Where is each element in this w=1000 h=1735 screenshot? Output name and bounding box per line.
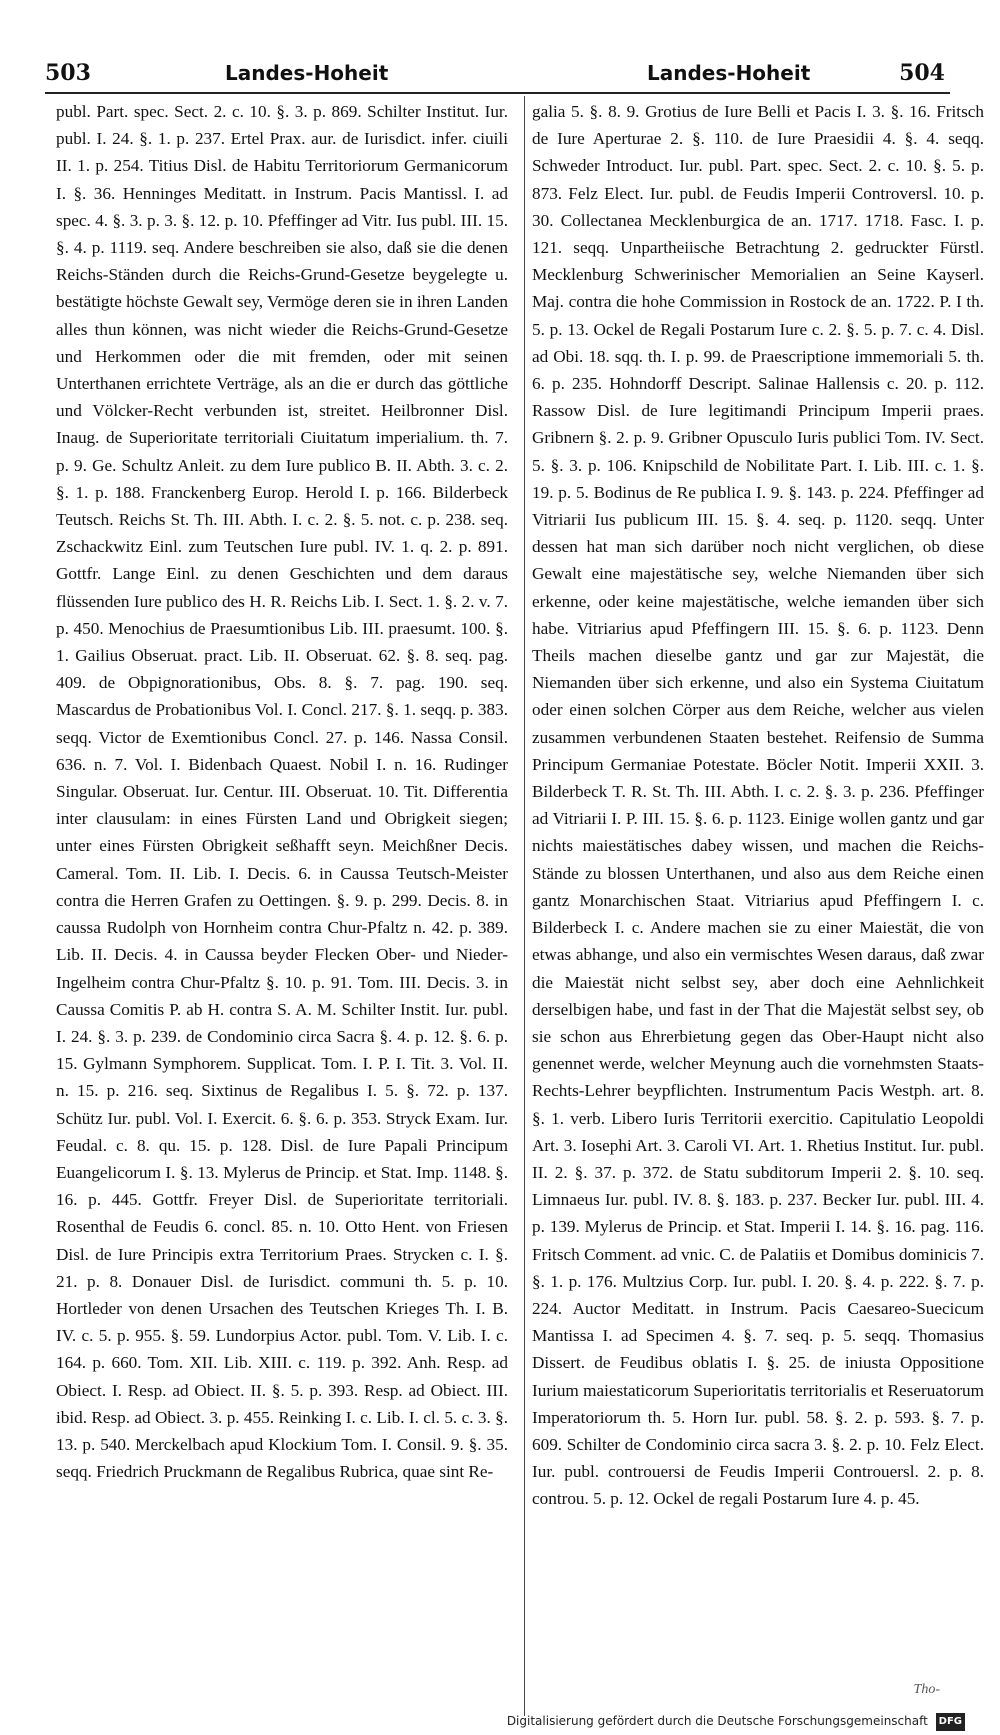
- right-column-text: galia 5. §. 8. 9. Grotius de Iure Belli et Pacis I. 3. §. 16. Fritsch de Iure Aperturae 2. §. 110. de Iure Praesidii 4. §. 4. seqq. Schweder Introduct. Iur. publ. Part. spec. Sect. 2. c. 10. §. 5. p. 873. Felz Elect. Iur. publ. de Feudis Imperii Controversl. 10. p. 30. Collectanea Mecklenburgica de an. 1717. 1718. Fasc. I. p. 121. seqq. Unpartheiische Betrachtung 2. gedruckter Fürstl. Mecklenburg Schwerinischer Memorialien an Seine Kayserl. Maj. contra die hohe Commission in Rostock de an. 1722. P. I th. 5. p. 13. Ockel de Regali Postarum Iure c. 2. §. 5. p. 7. c. 4. Disl. ad Obi. 18. sqq. th. I. p. 99. de Praescriptione immemoriali 5. th. 6. p. 235. Hohndorff Descript. Salinae Hallensis c. 20. p. 112. Rassow Disl. de Iure legitimandi Principum Imperii praes. Gribnern §. 2. p. 9. Gribner Opusculo Iuris publici Tom. IV. Sect. 5. §. 3. p. 106. Knipschild de Nobilitate Part. I. Lib. III. c. 1. §. 19. p. 5. Bodinus de Re publica I. 9. §. 143. p. 224. Pfeffinger ad Vitriarii Ius publicum III. 15. §. 4. seq. p. 1120. seqq. Unter dessen hat man sich darüber noch nicht verglichen, ob diese Gewalt eine majestätische sey, welche Niemanden über sich erkenne, oder keine majestätische, welche iemanden über sich habe. Vitriarius apud Pfeffingern III. 15. §. 6. p. 1123. Denn Theils machen dieselbe gantz und gar zur Majestät, die Niemanden über sich erkenne, und also ein Systema Ciuitatum oder einen solchen Cörper aus dem Reiche, welcher aus vielen zusammen verbundenen Staaten bestehet. Reifensio de Summa Principum Germaniae Potestate. Böcler Notit. Imperii XXII. 3. Bilderbeck T. R. St. Th. III. Abth. I. c. 2. §. 3. p. 236. Pfeffinger ad Vitriarii I. P. III. 15. §. 6. p. 1123. Einige wollen gantz und gar nichts maiestätisches dabey wissen, und machen die Reichs-Stände zu blossen Unterthanen, und also aus dem Reiche einen gantz Monarchischen Staat. Vitriarius apud Pfeffingern I. c. Bilderbeck I. c. Andere machen sie zu einer Maiestät, die von etwas abhange, und also ein vermischtes Wesen daraus, daß zwar die Maiestät nicht selbst sey, aber doch eine Aehnlichkeit derselbigen habe, und fast in der That die Majestät selbst sey, ob sie schon aus Ehrerbietung gegen das Ober-Haupt nicht also genennet werde, welcher Meynung auch die vornehmsten Staats-Rechts-Lehrer beypflichten. Instrumentum Pacis Westph. art. 8. §. 1. verb. Libero Iuris Territorii exercitio. Capitulatio Leopoldi Art. 3. Iosephi Art. 3. Caroli VI. Art. 1. Rhetius Institut. Iur. publ. II. 2. §. 37. p. 372. de Statu subditorum Imperii 2. §. 10. seq. Limnaeus Iur. publ. IV. 8. §. 183. p. 237. Becker Iur. publ. III. 4. p. 139. Mylerus de Princip. et Stat. Imperii I. 14. §. 16. pag. 116. Fritsch Comment. ad vnic. C. de Palatiis et Domibus dominicis 7. §. 1. p. 176. Multzius Corp. Iur. publ. I. 20. §. 4. p. 222. §. 7. p. 224. Auctor Meditatt. in Instrum. Pacis Caesareo-Suecicum Mantissa I. ad Specimen 4. §. 7. seq. p. 5. seqq. Thomasius Dissert. de Feudibus oblatis I. §. 25. de iniusta Oppositione Iurium maiestaticorum Superioritatis territorialis et Reseruatorum Imperatoriorum th. 5. Horn Iur. publ. 58. §. 2. p. 593. §. 7. p. 609. Schilter de Condominio circa sacra 3. §. 2. p. 10. Felz Elect. Iur. publ. controuersi de Feudis Imperii Controuersl. 2. p. 8. controu. 5. p. 12. Ockel de regali Postarum Iure 4. p. 45.: [532, 102, 984, 1509]
- page-number-left: 503: [45, 60, 91, 86]
- digitization-footer: [507, 1712, 965, 1730]
- footer-text: Digitalisierung gefördert durch die Deutsche Forschungsgemeinschaft: [506, 1714, 928, 1728]
- dfg-logo: DFG: [936, 1713, 965, 1731]
- text-column-left: [56, 98, 508, 1710]
- column-divider: [524, 96, 525, 1716]
- page-header: [45, 58, 945, 90]
- running-title-right: Landes-Hoheit: [647, 61, 811, 85]
- page-number-right: 504: [899, 60, 945, 86]
- header-rule: [45, 92, 950, 94]
- catchword: Tho-: [913, 1682, 940, 1697]
- left-column-text: publ. Part. spec. Sect. 2. c. 10. §. 3. p. 869. Schilter Institut. Iur. publ. I. 24. §. 1. p. 237. Ertel Prax. aur. de Iurisdict. infer. ciuili II. 1. p. 254. Titius Disl. de Habitu Territoriorum Germanicorum I. §. 36. Henninges Meditatt. in Instrum. Pacis Mantissl. I. ad spec. 4. §. 3. p. 3. §. 12. p. 10. Pfeffinger ad Vitr. Ius publ. III. 15. §. 4. p. 1119. seq. Andere beschreiben sie also, daß sie die denen Reichs-Ständen durch die Reichs-Grund-Gesetze beygelegte u. bestätigte höchste Gewalt sey, Vermöge deren sie in ihren Landen alles thun können, was nicht wieder die Reichs-Grund-Gesetze und Herkommen oder die mit fremden, oder mit seinen Unterthanen errichtete Verträge, als an die er durch das göttliche und Völcker-Recht verbunden ist, streitet. Heilbronner Disl. Inaug. de Superioritate territoriali Ciuitatum imperialium. th. 7. p. 9. Ge. Schultz Anleit. zu dem Iure publico B. II. Abth. 3. c. 2. §. 1. p. 188. Franckenberg Europ. Herold I. p. 166. Bilderbeck Teutsch. Reichs St. Th. III. Abth. I. c. 2. §. 5. not. c. p. 238. seq. Zschackwitz Einl. zum Teutschen Iure publ. IV. 1. q. 2. p. 891. Gottfr. Lange Einl. zu denen Geschichten und dem daraus flüssenden Iure publico des H. R. Reichs Lib. I. Sect. 1. §. 2. v. 7. p. 450. Menochius de Praesumtionibus Lib. III. praesumt. 100. §. 1. Gailius Obseruat. pract. Lib. II. Obseruat. 62. §. 8. seq. pag. 409. de Obpignorationibus, Obs. 8. §. 7. pag. 190. seq. Mascardus de Probationibus Vol. I. Concl. 217. §. 1. seqq. p. 383. seqq. Victor de Exemtionibus Concl. 27. p. 146. Nassa Consil. 636. n. 7. Vol. I. Bidenbach Quaest. Nobil I. n. 16. Rudinger Singular. Obseruat. Iur. Centur. III. Obseruat. 10. Tit. Differentia inter clausulam: in eines Fürsten Land und Obrigkeit siegen; unter eines Fürsten Obrigkeit seßhafft seyn. Meichßner Decis. Cameral. Tom. II. Lib. I. Decis. 6. in Caussa Teutsch-Meister contra die Herren Grafen zu Oettingen. §. 9. p. 299. Decis. 8. in caussa Rudolph von Hornheim contra Chur-Pfaltz n. 42. p. 389. Lib. II. Decis. 4. in Caussa beyder Flecken Ober- und Nieder-Ingelheim contra Chur-Pfaltz §. 10. p. 91. Tom. III. Decis. 3. in Caussa Comitis P. ab H. contra S. A. M. Schilter Instit. Iur. publ. I. 24. §. 3. p. 239. de Condominio circa Sacra §. 4. p. 12. §. 6. p. 15. Gylmann Symphorem. Supplicat. Tom. I. P. I. Tit. 3. Vol. II. n. 15. p. 216. seq. Sixtinus de Regalibus I. 5. §. 72. p. 137. Schütz Iur. publ. Vol. I. Exercit. 6. §. 6. p. 353. Stryck Exam. Iur. Feudal. c. 8. qu. 15. p. 128. Disl. de Iure Papali Principum Euangelicorum I. §. 13. Mylerus de Princip. et Stat. Imp. 1148. §. 16. p. 445. Gottfr. Freyer Disl. de Superioritate territoriali. Rosenthal de Feudis 6. concl. 85. n. 10. Otto Hent. von Friesen Disl. de Iure Principis extra Territorium Praes. Strycken c. I. §. 21. p. 8. Donauer Disl. de Iurisdict. communi th. 5. p. 10. Hortleder von denen Ursachen des Teutschen Krieges Th. I. B. IV. c. 5. p. 955. §. 59. Lundorpius Actor. publ. Tom. V. Lib. I. c. 164. p. 660. Tom. XII. Lib. XIII. c. 119. p. 392. Anh. Resp. ad Obiect. I. Resp. ad Obiect. II. §. 5. p. 393. Resp. ad Obiect. III. ibid. Resp. ad Obiect. 3. p. 455. Reinking I. c. Lib. I. cl. 5. c. 3. §. 13. p. 540. Merckelbach apud Klockium Tom. I. Consil. 9. §. 35. seqq. Friedrich Pruckmann de Regalibus Rubrica, quae sint Re-: [56, 102, 508, 1482]
- text-column-right: [532, 98, 984, 1710]
- running-title-left: Landes-Hoheit: [225, 61, 389, 85]
